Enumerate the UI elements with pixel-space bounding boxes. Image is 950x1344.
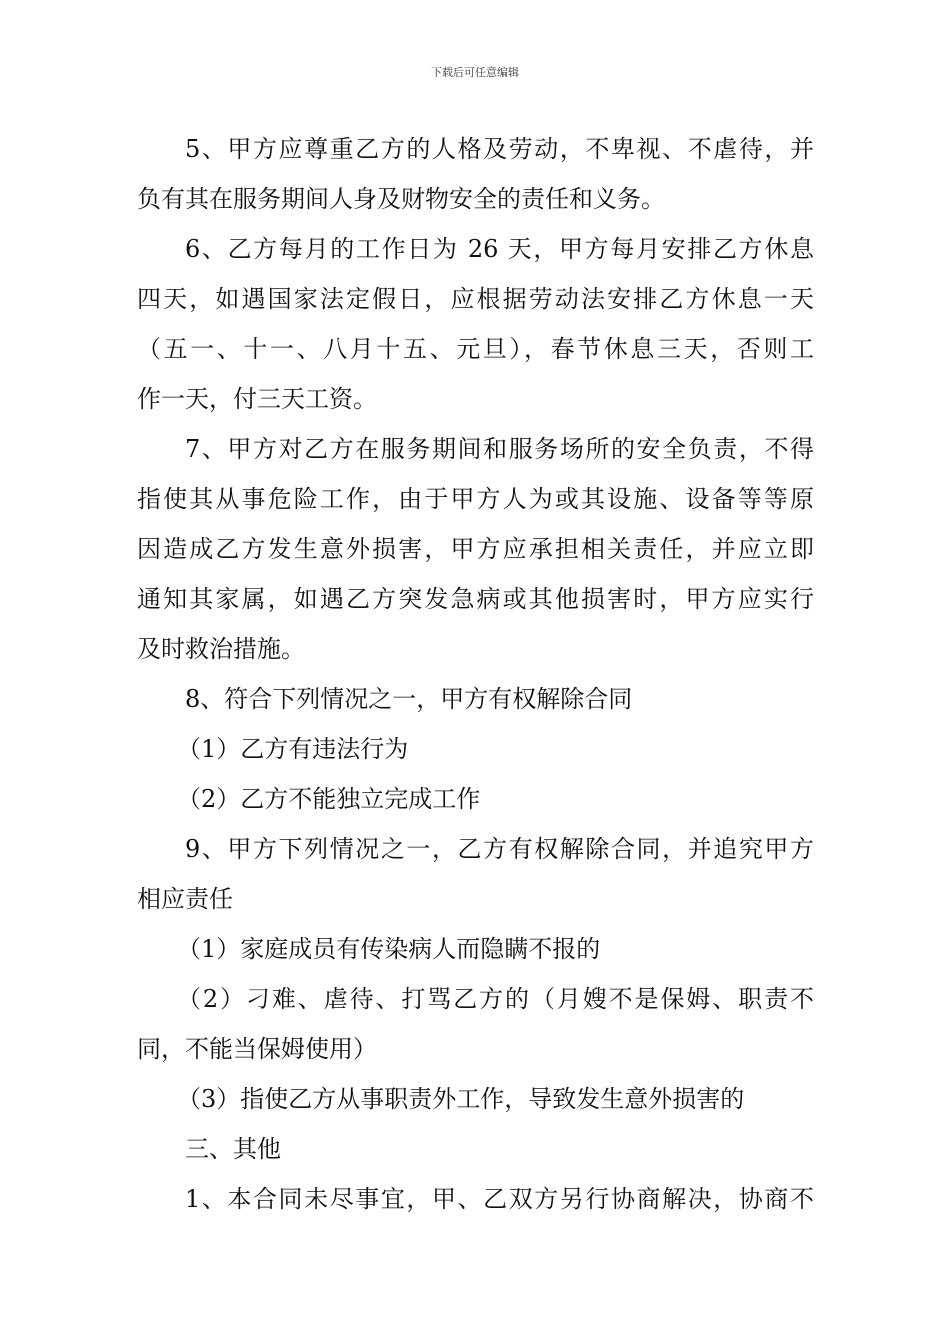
text-line: 9、甲方下列情况之一，乙方有权解除合同，并追究甲方 <box>185 835 814 863</box>
text-line: （五一、十一、八月十五、元旦），春节休息三天，否则工 <box>137 335 814 363</box>
text-line: 通知其家属，如遇乙方突发急病或其他损害时，甲方应实行 <box>137 585 814 613</box>
text-line: 四天，如遇国家法定假日，应根据劳动法安排乙方休息一天 <box>137 285 814 313</box>
text-line: 1、本合同未尽事宜，甲、乙双方另行协商解决，协商不 <box>185 1185 814 1213</box>
text-line: （2）乙方不能独立完成工作 <box>177 785 481 813</box>
text-line: 同，不能当保姆使用） <box>137 1035 377 1063</box>
section-heading: 三、其他 <box>185 1135 281 1163</box>
text-line: 因造成乙方发生意外损害，甲方应承担相关责任，并应立即 <box>137 535 814 563</box>
text-line: 负有其在服务期间人身及财物安全的责任和义务。 <box>137 185 665 213</box>
text-line: 作一天，付三天工资。 <box>137 385 377 413</box>
page-header-note: 下载后可任意编辑 <box>431 66 519 79</box>
text-line: 6、乙方每月的工作日为 26 天，甲方每月安排乙方休息 <box>185 235 814 263</box>
text-line: 5、甲方应尊重乙方的人格及劳动，不卑视、不虐待，并 <box>185 135 814 163</box>
text-line: 及时救治措施。 <box>137 635 305 663</box>
text-line: 8、符合下列情况之一，甲方有权解除合同 <box>185 685 633 713</box>
text-line: （1）家庭成员有传染病人而隐瞒不报的 <box>177 935 601 963</box>
text-line: 指使其从事危险工作，由于甲方人为或其设施、设备等等原 <box>137 485 814 513</box>
text-line: （3）指使乙方从事职责外工作，导致发生意外损害的 <box>177 1085 745 1113</box>
text-line: （2）刁难、虐待、打骂乙方的（月嫂不是保姆、职责不 <box>177 985 814 1013</box>
document-body <box>137 124 814 1224</box>
text-line: （1）乙方有违法行为 <box>177 735 409 763</box>
text-line: 相应责任 <box>137 885 233 913</box>
text-line: 7、甲方对乙方在服务期间和服务场所的安全负责，不得 <box>185 435 814 463</box>
